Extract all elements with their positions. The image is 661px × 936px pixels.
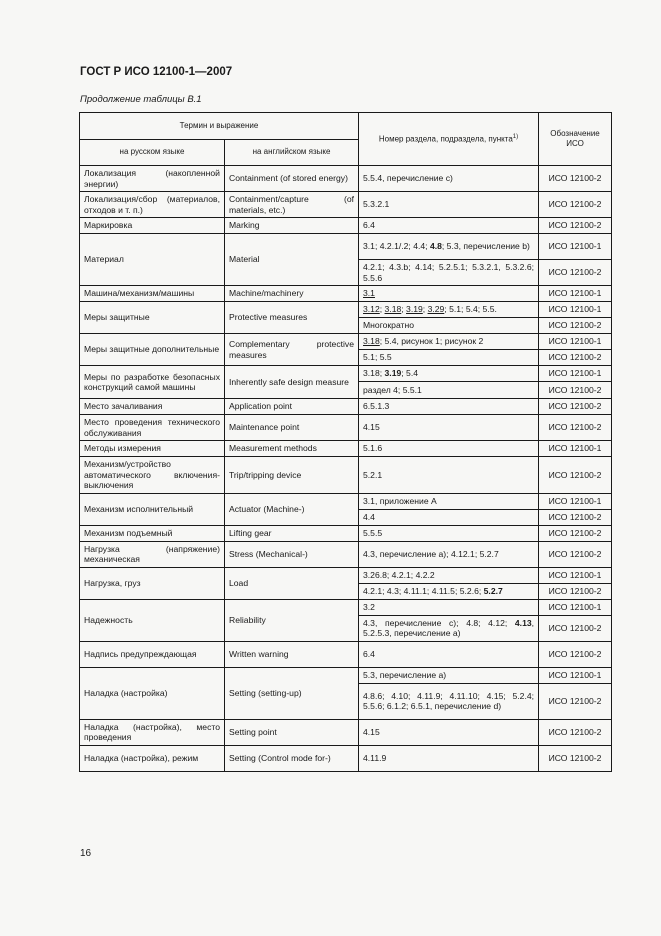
section-reference: 3.1, приложение А: [359, 493, 539, 509]
term-en: Marking: [225, 218, 359, 234]
iso-designation: ИСО 12100-2: [539, 166, 612, 192]
section-reference: 5.2.1: [359, 457, 539, 494]
table-row: [80, 567, 612, 583]
iso-designation: ИСО 12100-2: [539, 641, 612, 667]
section-reference: 4.15: [359, 719, 539, 745]
term-ru: Механизм/устройство автоматического включения-выключения: [80, 457, 225, 494]
term-en: Load: [225, 567, 359, 599]
term-ru: Надежность: [80, 599, 225, 641]
table-row: [80, 286, 612, 302]
term-ru: Место проведения технического обслуживания: [80, 415, 225, 441]
iso-designation: ИСО 12100-2: [539, 382, 612, 399]
section-reference: 3.26.8; 4.2.1; 4.2.2: [359, 567, 539, 583]
iso-designation: ИСО 12100-2: [539, 260, 612, 286]
table-row: [80, 641, 612, 667]
term-en: Trip/tripping device: [225, 457, 359, 494]
term-en: Actuator (Machine-): [225, 493, 359, 525]
section-header: Номер раздела, подраздела, пункта$^{1)}$: [359, 113, 539, 166]
page-number: 16: [80, 848, 92, 859]
en-header: на английском языке: [225, 140, 359, 166]
table-row: [80, 218, 612, 234]
table-row: [80, 719, 612, 745]
section-reference: 4.15: [359, 415, 539, 441]
table-row: [80, 667, 612, 683]
term-ru: Место зачаливания: [80, 399, 225, 415]
iso-designation: ИСО 12100-1: [539, 302, 612, 318]
term-en: Setting (setting-up): [225, 667, 359, 719]
iso-designation: ИСО 12100-1: [539, 493, 612, 509]
iso-designation: ИСО 12100-2: [539, 457, 612, 494]
iso-designation: ИСО 12100-2: [539, 583, 612, 599]
table-row: [80, 399, 612, 415]
table-row: [80, 457, 612, 494]
term-ru: Меры защитные дополнительные: [80, 334, 225, 366]
term-en: Measurement methods: [225, 441, 359, 457]
term-ru: Маркировка: [80, 218, 225, 234]
section-reference: 5.1.6: [359, 441, 539, 457]
table-row: [80, 192, 612, 218]
section-reference: 4.2.1; 4.3; 4.11.1; 4.11.5; 5.2.6; 5.2.7: [359, 583, 539, 599]
term-en: Setting point: [225, 719, 359, 745]
section-reference: 5.5.5: [359, 525, 539, 541]
term-en: Setting (Control mode for-): [225, 745, 359, 771]
section-reference: раздел 4; 5.5.1: [359, 382, 539, 399]
section-reference: 3.2: [359, 599, 539, 615]
table-row: [80, 525, 612, 541]
section-reference: 3.1: [359, 286, 539, 302]
term-ru: Машина/механизм/машины: [80, 286, 225, 302]
iso-designation: ИСО 12100-2: [539, 509, 612, 525]
section-reference: 3.18; 3.19; 5.4: [359, 366, 539, 382]
iso-designation: ИСО 12100-2: [539, 415, 612, 441]
section-reference: 5.1; 5.5: [359, 350, 539, 366]
iso-designation: ИСО 12100-2: [539, 399, 612, 415]
term-en: Containment/capture (of materials, etc.): [225, 192, 359, 218]
section-reference: 4.2.1; 4.3.b; 4.14; 5.2.5.1; 5.3.2.1, 5.3.2.6; 5.5.6: [359, 260, 539, 286]
section-reference: 5.5.4, перечисление с): [359, 166, 539, 192]
term-ru: Меры защитные: [80, 302, 225, 334]
section-reference: 4.8.6; 4.10; 4.11.9; 4.11.10; 4.15; 5.2.4; 5.5.6; 6.1.2; 6.5.1, перечисление d): [359, 683, 539, 719]
section-reference: 3.12; 3.18; 3.19; 3.29; 5.1; 5.4; 5.5.: [359, 302, 539, 318]
table-row: [80, 441, 612, 457]
term-ru: Механизм исполнительный: [80, 493, 225, 525]
iso-designation: ИСО 12100-1: [539, 567, 612, 583]
term-ru: Методы измерения: [80, 441, 225, 457]
table-row: [80, 493, 612, 509]
term-en: Stress (Mechanical-): [225, 541, 359, 567]
table-row: [80, 415, 612, 441]
term-ru: Локализация/сбор (материалов, отходов и т. п.): [80, 192, 225, 218]
section-reference: 3.18; 5.4, рисунок 1; рисунок 2: [359, 334, 539, 350]
section-reference: 4.3, перечисление с); 4.8; 4.12; 4.13, 5.2.5.3, перечисление а): [359, 615, 539, 641]
iso-designation: ИСО 12100-1: [539, 234, 612, 260]
table-row: [80, 334, 612, 350]
iso-designation: ИСО 12100-2: [539, 745, 612, 771]
section-reference: 5.3.2.1: [359, 192, 539, 218]
iso-designation: ИСО 12100-2: [539, 683, 612, 719]
term-en: Machine/machinery: [225, 286, 359, 302]
iso-designation: ИСО 12100-1: [539, 366, 612, 382]
iso-designation: ИСО 12100-1: [539, 334, 612, 350]
term-en: Containment (of stored energy): [225, 166, 359, 192]
ru-header: на русском языке: [80, 140, 225, 166]
iso-designation: ИСО 12100-2: [539, 525, 612, 541]
term-en: Protective measures: [225, 302, 359, 334]
iso-designation: ИСО 12100-2: [539, 218, 612, 234]
iso-header: Обозначение ИСО: [539, 113, 612, 166]
section-reference: 3.1; 4.2.1/.2; 4.4; 4.8; 5.3, перечисление b): [359, 234, 539, 260]
term-header: Термин и выражение: [80, 113, 359, 140]
table-continuation-caption: Продолжение таблицы В.1: [80, 94, 202, 105]
term-ru: Механизм подъемный: [80, 525, 225, 541]
term-en: Reliability: [225, 599, 359, 641]
term-en: Lifting gear: [225, 525, 359, 541]
term-ru: Нагрузка, груз: [80, 567, 225, 599]
table-row: [80, 166, 612, 192]
iso-designation: ИСО 12100-1: [539, 667, 612, 683]
term-ru: Наладка (настройка): [80, 667, 225, 719]
term-en: Written warning: [225, 641, 359, 667]
table-row: [80, 366, 612, 382]
terms-table: [79, 112, 612, 772]
term-ru: Надпись предупреждающая: [80, 641, 225, 667]
section-reference: 6.5.1.3: [359, 399, 539, 415]
iso-designation: ИСО 12100-2: [539, 719, 612, 745]
term-en: Inherently safe design measure: [225, 366, 359, 399]
term-en: Complementary protective measures: [225, 334, 359, 366]
standard-title: ГОСТ Р ИСО 12100-1—2007: [80, 66, 233, 78]
table-row: [80, 745, 612, 771]
iso-designation: ИСО 12100-1: [539, 599, 612, 615]
term-en: Application point: [225, 399, 359, 415]
term-ru: Локализация (накопленной энергии): [80, 166, 225, 192]
section-reference: 6.4: [359, 641, 539, 667]
table-row: [80, 302, 612, 318]
term-ru: Меры по разработке безопасных конструкций самой машины: [80, 366, 225, 399]
section-reference: 5.3, перечисление а): [359, 667, 539, 683]
iso-designation: ИСО 12100-2: [539, 350, 612, 366]
section-reference: 4.11.9: [359, 745, 539, 771]
section-reference: Многократно: [359, 318, 539, 334]
iso-designation: ИСО 12100-2: [539, 541, 612, 567]
iso-designation: ИСО 12100-2: [539, 192, 612, 218]
table-row: [80, 234, 612, 260]
iso-designation: ИСО 12100-1: [539, 441, 612, 457]
section-reference: 6.4: [359, 218, 539, 234]
term-ru: Материал: [80, 234, 225, 286]
term-ru: Наладка (настройка), режим: [80, 745, 225, 771]
iso-designation: ИСО 12100-2: [539, 615, 612, 641]
table-row: [80, 541, 612, 567]
iso-designation: ИСО 12100-1: [539, 286, 612, 302]
term-ru: Нагрузка (напряжение) механическая: [80, 541, 225, 567]
term-en: Material: [225, 234, 359, 286]
term-ru: Наладка (настройка), место проведения: [80, 719, 225, 745]
table-row: [80, 599, 612, 615]
section-reference: 4.3, перечисление а); 4.12.1; 5.2.7: [359, 541, 539, 567]
term-en: Maintenance point: [225, 415, 359, 441]
iso-designation: ИСО 12100-2: [539, 318, 612, 334]
section-reference: 4.4: [359, 509, 539, 525]
